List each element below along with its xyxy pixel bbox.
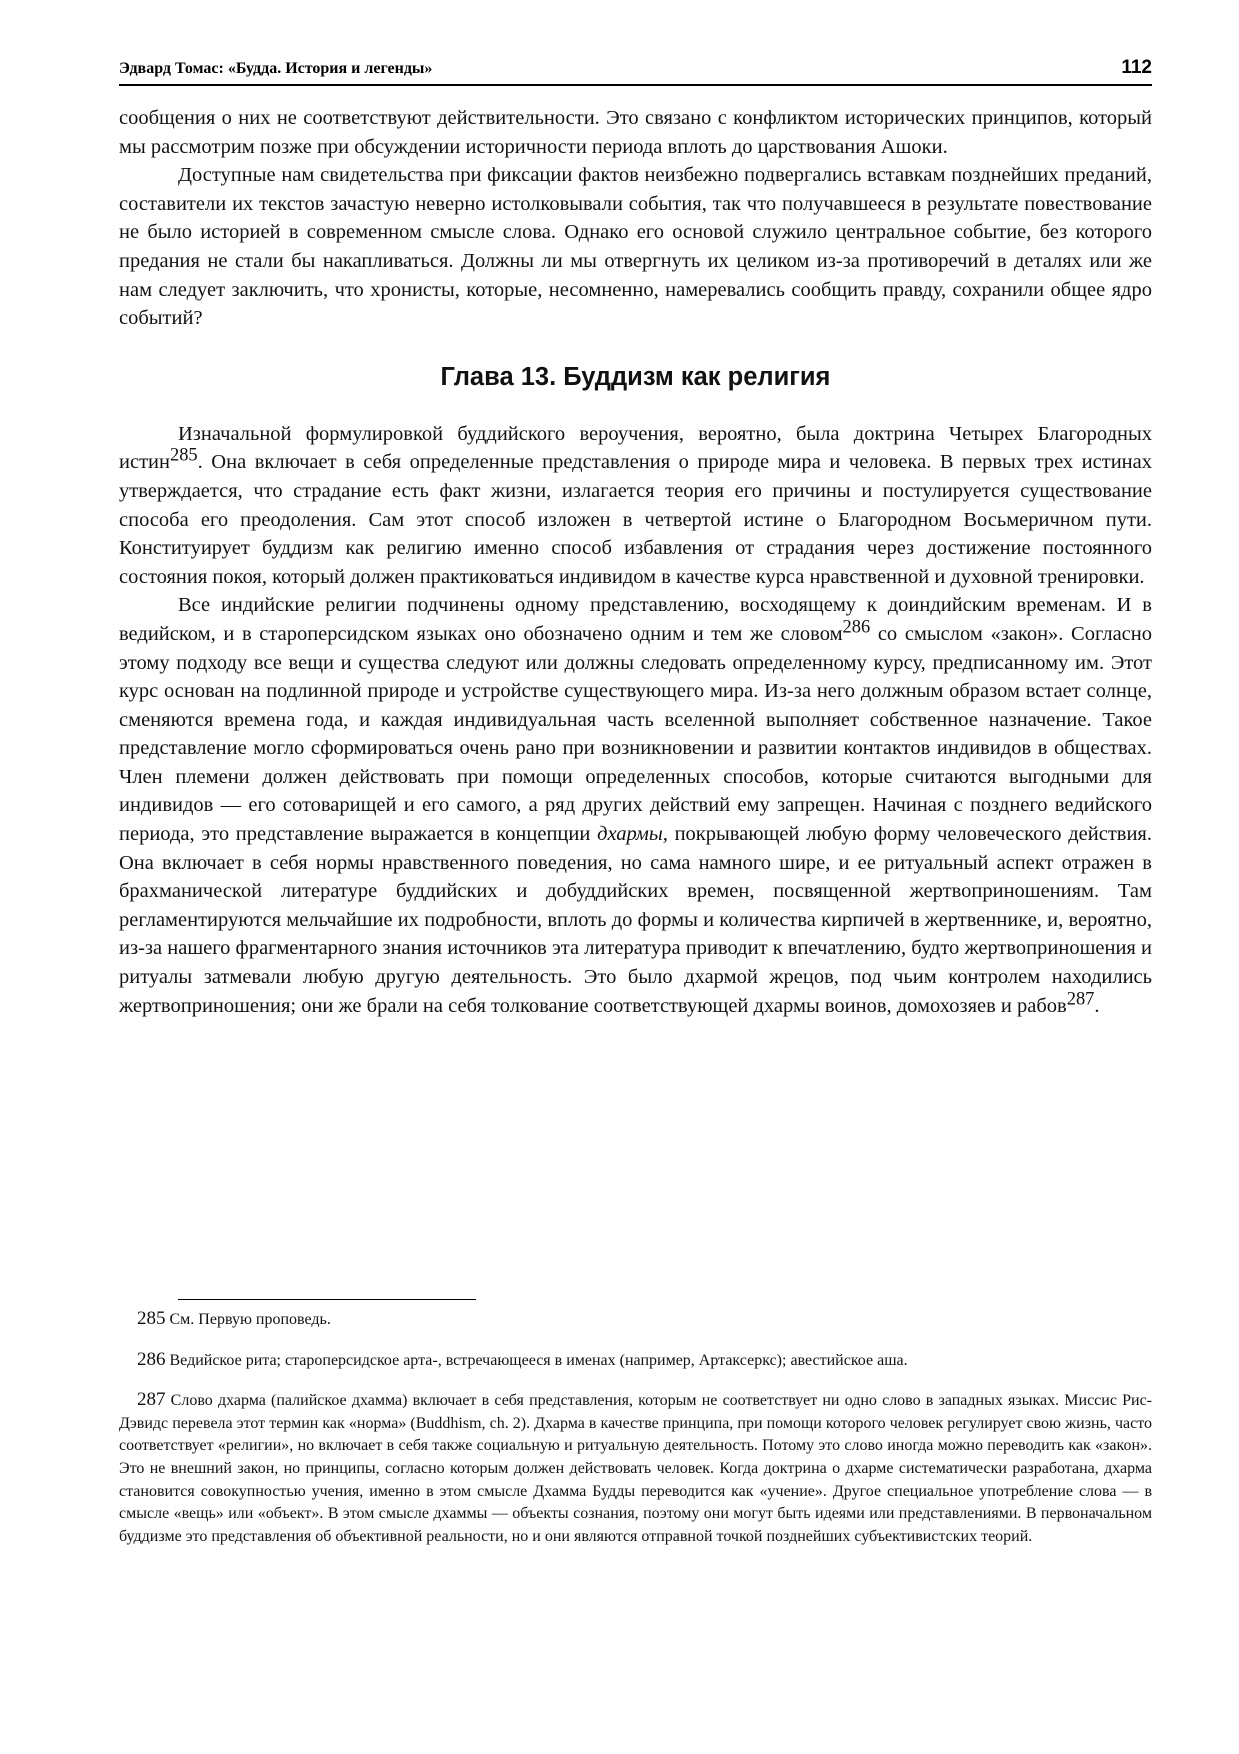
footnote-text: Ведийское рита; староперсидское арта-, встречающееся в именах (например, Артаксеркс); авестийское аша. (165, 1351, 908, 1369)
paragraph-text: Изначальной формулировкой буддийского вероучения, вероятно, была доктрина Четырех Благородных истин (119, 422, 1152, 474)
footnotes (119, 1308, 1152, 1548)
italic-term: дхармы, (597, 823, 668, 846)
footnote-number: 287 (137, 1389, 166, 1411)
footnote-number: 285 (137, 1308, 166, 1329)
paragraph-text: . Она включает в себя определенные представления о природе мира и человека. В первых трех истинах утверждается, что страдание есть факт жизни, излагается теория его причины и постулируется существование способа его преодоления. Сам этот способ изложен в четвертой истине о Благородном Восьмеричном пути. Конституирует буддизм как религию именно способ избавления от страдания через достижение постоянного состояния покоя, который должен практиковаться индивидом в качестве курса нравственной и духовной тренировки. (119, 451, 1152, 588)
footnote-287 (119, 1389, 1152, 1548)
paragraph-text: Все индийские религии подчинены одному представлению, восходящему к доиндийским временам. И в ведийском, и в староперсидском языках оно обозначено одним и тем же словом (119, 594, 1152, 645)
header-title: Эдвард Томас: «Будда. История и легенды» (119, 60, 433, 77)
paragraph-text: . (1094, 994, 1100, 1017)
running-header (119, 56, 1152, 86)
paragraph-text: покрывающей любую форму человеческого действия. Она включает в себя нормы нравственного поведения, но сама намного шире, и ее ритуальный аспект отражен в брахманической литературе буддийских и добуддийских времен, посвященной жертвоприношениям. Там регламентируются мельчайшие их подробности, вплоть до формы и количества кирпичей в жертвеннике, и, вероятно, из-за нашего фрагментарного знания источников эта литература приводит к впечатлению, будто жертвоприношения и ритуалы затмевали любую другую деятельность. Это было дхармой жрецов, под чьим контролем находились жертвоприношения; они же брали на себя толкование соответствующей дхармы воинов, домохозяев и рабов (119, 823, 1152, 1017)
paragraph-text: со смыслом «закон». Согласно этому подходу все вещи и существа следуют или должны следовать определенному курсу, предписанному им. Этот курс основан на подлинной природе и устройстве существующего мира. Из-за него должным образом встает солнце, сменяются времена года, и каждая индивидуальная часть вселенной выполняет собственное назначение. Такое представление могло сформироваться очень рано при возникновении и развитии контактов индивидов в обществах. Член племени должен действовать при помощи определенных способов, которые считаются выгодными для индивидов — его сотоварищей и его самого, а ряд других действий ему запрещен. Начиная с позднего ведийского периода, это представление выражается в концепции (119, 622, 1152, 846)
paragraph (119, 591, 1152, 1020)
paragraph: Доступные нам свидетельства при фиксации фактов неизбежно подвергались вставкам позднейших преданий, составители их текстов зачастую неверно истолковывали события, так что получавшееся в результате повествование не было историей в современном смысле слова. Однако его основой служило центральное событие, без которого предания не стали бы накапливаться. Должны ли мы отвергнуть их целиком из-за противоречий в деталях или же нам следует заключить, что хронисты, которые, несомненно, намеревались сообщить правду, сохранили общее ядро событий? (119, 164, 1152, 330)
footnote-number: 286 (137, 1348, 166, 1370)
chapter-title: Глава 13. Буддизм как религия (440, 362, 831, 391)
page-number: 112 (1121, 57, 1152, 78)
footnote-text: Слово дхарма (палийское дхамма) включает в себя представления, которым не соответствует ни одно слово в западных языках. Миссис Рис-Дэвидс перевела этот термин как «норма» (Buddhism, ch. 2). Дхарма в качестве принципа, при помощи которого человек регулирует свою жизнь, часто соответствует «религии», но включает в себя также социальную и ритуальную деятельность. Потому это слово иногда можно переводить как «закон». Это не внешний закон, но принципы, согласно которым должен действовать человек. Когда доктрина о дхарме систематически разработана, дхарма становится совокупностью учения, именно в этом смысле Дхамма Будды переводится как «учение». Другое специальное употребление слова — в смысле «вещь» или «объект». В этом смысле дхаммы — объекты сознания, поэтому они могут быть идеями или представлениями. В первоначальном буддизме это представления об объективной реальности, но и они являются отправной точкой позднейших субъективистских теорий. (119, 1392, 1152, 1545)
paragraph-continued: сообщения о них не соответствуют действительности. Это связано с конфликтом исторических принципов, который мы рассмотрим позже при обсуждении историчности периода вплоть до царствования Ашоки. (119, 107, 1152, 158)
footnote-285 (119, 1308, 1152, 1332)
main-text (119, 104, 1152, 1020)
footnote-ref-287[interactable]: 287 (1066, 987, 1095, 1008)
footnote-separator (178, 1299, 476, 1300)
footnote-ref-285[interactable]: 285 (169, 444, 198, 465)
footnote-286 (119, 1349, 1152, 1373)
footnote-text: См. Первую проповедь. (165, 1311, 331, 1328)
paragraph (119, 420, 1152, 592)
footnote-ref-286[interactable]: 286 (842, 616, 871, 637)
